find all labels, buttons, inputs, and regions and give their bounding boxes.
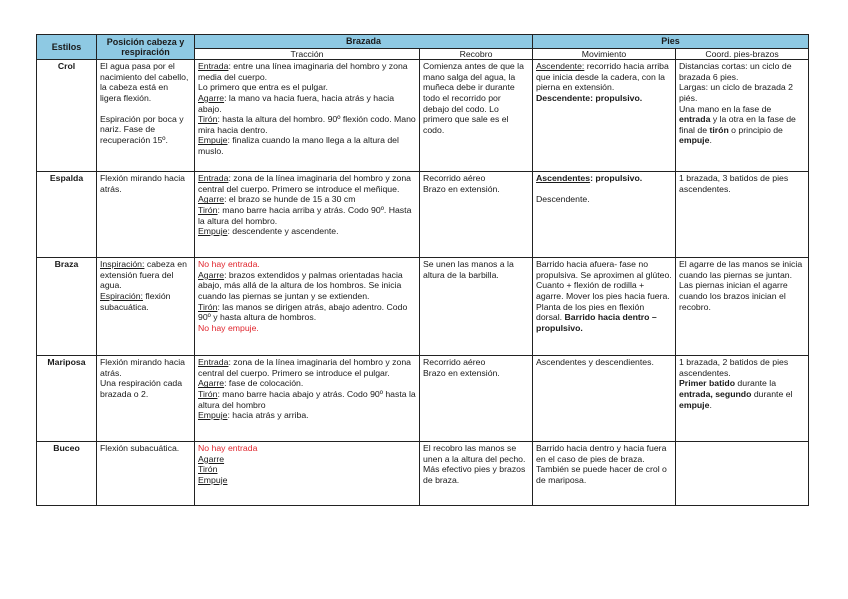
espalda-ascendentes-line [536, 173, 672, 184]
row-braza [37, 258, 809, 356]
mariposa-coord [676, 356, 809, 442]
buceo-movimiento: Barrido hacia dentro y hacia fuera en el caso de pies de braza. También se puede hacer de crol o de mariposa. [533, 442, 676, 506]
braza-posicion [97, 258, 195, 356]
mariposa-posicion-text-2: Una respiración cada brazada o 2. [100, 378, 183, 399]
mariposa-coord-text-2 [679, 378, 805, 410]
crol-pulgar-text: Lo primero que entra es el pulgar. [198, 82, 328, 93]
braza-entrada-text: No hay entrada. [198, 259, 260, 270]
buceo-entrada-text: No hay entrada [198, 443, 258, 454]
stroke-name-mariposa: Mariposa [37, 356, 97, 442]
mariposa-traccion [195, 356, 420, 442]
espalda-tiron-line [198, 205, 416, 226]
header-row [37, 35, 809, 49]
braza-coord-text-2: Las piernas inician el agarre cuando los brazos inician el recobro. [679, 280, 788, 312]
braza-empuje-text: No hay empuje. [198, 322, 259, 333]
stroke-name-espalda: Espalda [37, 172, 97, 258]
mariposa-coord-2a: Primer batido [679, 378, 736, 389]
crol-posicion-text-1: El agua pasa por el nacimiento del cabello, la cabeza está en ligera flexión. [100, 61, 189, 103]
mariposa-agarre-line [198, 378, 416, 389]
mariposa-coord-2b: durante la [735, 378, 777, 389]
espalda-tiron-label: Tirón [198, 204, 218, 215]
espalda-entrada-text: : zona de la línea imaginaria del hombro y zona central del cuerpo. Primero se introduce el meñique. [198, 173, 411, 194]
buceo-tiron-label: Tirón [198, 464, 218, 475]
crol-coord-3a: Una mano en la fase de [679, 103, 772, 114]
crol-coord-3e: o principio de [728, 124, 783, 135]
mariposa-coord-2c: entrada, segundo [679, 388, 752, 399]
crol-coord-text-3 [679, 104, 805, 146]
buceo-traccion [195, 442, 420, 506]
row-espalda [37, 172, 809, 258]
mariposa-recobro [420, 356, 533, 442]
crol-coord-text-2: Largas: un ciclo de brazada 2 piés. [679, 82, 793, 103]
subheader-recobro: Recobro [420, 48, 533, 60]
braza-tiron-line [198, 302, 416, 323]
buceo-empuje-label: Empuje [198, 474, 228, 485]
mariposa-coord-2d: durante el [751, 388, 793, 399]
buceo-recobro [420, 442, 533, 506]
crol-agarre-label: Agarre [198, 92, 225, 103]
braza-coord-text-1: El agarre de las manos se inicia cuando las piernas se juntan. [679, 259, 803, 280]
mariposa-tiron-label: Tirón [198, 388, 218, 399]
espalda-ascendentes-text: : propulsivo. [590, 173, 643, 184]
espalda-agarre-text: : el brazo se hunde de 15 a 30 cm [224, 194, 356, 205]
row-crol [37, 60, 809, 172]
mariposa-entrada-line [198, 357, 416, 378]
mariposa-tiron-text: : mano barre hacia abajo y atrás. Codo 90º hasta la altura del hombro [198, 388, 416, 410]
swimming-techniques-table [36, 34, 809, 506]
espalda-agarre-label: Agarre [198, 194, 225, 205]
espalda-agarre-line [198, 194, 416, 205]
espalda-empuje-text: : descendente y ascendente. [227, 226, 339, 237]
buceo-recobro-text-1: El recobro las manos se unen a la altura del pecho. [423, 443, 526, 464]
crol-tiron-line [198, 114, 416, 135]
braza-recobro: Se unen las manos a la altura de la barbilla. [420, 258, 533, 356]
mariposa-recobro-text-1: Recorrido aéreo [423, 357, 486, 368]
header-pies: Pies [533, 35, 809, 49]
braza-inspiracion-label: Inspiración: [100, 259, 145, 270]
espalda-entrada-line [198, 173, 416, 194]
crol-entrada-text: : entre una línea imaginaria del hombro y zona media del cuerpo. [198, 61, 408, 82]
espalda-movimiento [533, 172, 676, 258]
buceo-recobro-text-2: Más efectivo pies y brazos de braza. [423, 464, 526, 485]
mariposa-agarre-label: Agarre [198, 378, 225, 389]
mariposa-coord-2f: . [709, 399, 712, 410]
espalda-recobro-text-2: Brazo en extensión. [423, 183, 500, 194]
braza-movimiento [533, 258, 676, 356]
crol-coord-3b: entrada [679, 114, 711, 125]
buceo-agarre-label: Agarre [198, 453, 225, 464]
crol-posicion-text-2: Espiración por boca y nariz. Fase de recuperación 15º. [100, 113, 184, 145]
crol-entrada-line [198, 61, 416, 82]
braza-espiracion-line [100, 291, 191, 312]
stroke-name-buceo: Buceo [37, 442, 97, 506]
espalda-empuje-line [198, 226, 416, 237]
header-estilos: Estilos [37, 35, 97, 60]
braza-agarre-label: Agarre [198, 269, 225, 280]
row-mariposa [37, 356, 809, 442]
crol-coord-3f: empuje [679, 135, 710, 146]
braza-movimiento-text-2: Barrido hacia dentro – propulsivo. [536, 312, 657, 333]
crol-tiron-label: Tirón [198, 114, 218, 125]
espalda-ascendentes-label: Ascendentes [536, 173, 591, 184]
braza-movimiento-text-1: Barrido hacia afuera- fase no propulsiva. Se aproximen al glúteo. Cuanto + flexión de rodilla + agarre. Mover los pies hacia fuera. Planta de los pies en flexión dorsal. [536, 259, 672, 323]
espalda-tiron-text: : mano barre hacia arriba y atrás. Codo 90º. Hasta la altura del hombro. [198, 204, 412, 226]
mariposa-empuje-label: Empuje [198, 410, 228, 421]
braza-espiracion-label: Espiración: [100, 290, 143, 301]
mariposa-empuje-text: : hacia atrás y arriba. [227, 410, 309, 421]
braza-inspiracion-text: cabeza en extensión fuera del agua. [100, 259, 187, 291]
subheader-traccion: Tracción [195, 48, 420, 60]
crol-agarre-text: : la mano va hacia fuera, hacia atrás y hacia abajo. [198, 92, 395, 114]
crol-coord-3d: tirón [709, 124, 729, 135]
espalda-traccion [195, 172, 420, 258]
crol-tiron-text: : hasta la altura del hombro. 90º flexión codo. Mano mira hacia dentro. [198, 114, 416, 135]
header-posicion: Posición cabeza y respiración [97, 35, 195, 60]
crol-coord-3g: . [709, 135, 712, 146]
braza-traccion [195, 258, 420, 356]
braza-agarre-text: : brazos extendidos y palmas orientadas hacia abajo, más allá de la altura de los hombros. Se inicia cuando las piernas se juntan y se extienden. [198, 269, 403, 301]
crol-posicion [97, 60, 195, 172]
crol-coord-text-1: Distancias cortas: un ciclo de brazada 6 pies. [679, 61, 792, 82]
mariposa-recobro-text-2: Brazo en extensión. [423, 367, 500, 378]
braza-coord [676, 258, 809, 356]
braza-inspiracion-line [100, 259, 191, 291]
row-buceo [37, 442, 809, 506]
espalda-empuje-label: Empuje [198, 226, 228, 237]
mariposa-coord-2e: empuje [679, 399, 710, 410]
crol-ascendente-label: Ascendente: [536, 61, 585, 72]
espalda-recobro [420, 172, 533, 258]
mariposa-empuje-line [198, 410, 416, 421]
stroke-name-braza: Braza [37, 258, 97, 356]
braza-agarre-line [198, 270, 416, 302]
mariposa-entrada-text: : zona de la línea imaginaria del hombro y zona central del cuerpo. Primero se introduce el pulgar. [198, 357, 411, 378]
buceo-coord [676, 442, 809, 506]
crol-ascendente-text: recorrido hacia arriba que inicia desde la cadera, con la pierna en extensión. [536, 61, 669, 93]
mariposa-tiron-line [198, 389, 416, 410]
mariposa-entrada-label: Entrada [198, 357, 229, 368]
mariposa-coord-text-1: 1 brazada, 2 batidos de pies ascendentes. [679, 357, 789, 378]
braza-tiron-text: : las manos se dirigen atrás, abajo adentro. Codo 90º y hasta altura de hombros. [198, 301, 408, 323]
espalda-recobro-text-1: Recorrido aéreo [423, 173, 486, 184]
mariposa-agarre-text: : fase de colocación. [224, 378, 304, 389]
crol-entrada-label: Entrada [198, 61, 229, 72]
crol-traccion [195, 60, 420, 172]
crol-ascendente-line [536, 61, 672, 93]
mariposa-posicion-text-1: Flexión mirando hacia atrás. [100, 357, 185, 378]
mariposa-movimiento: Ascendentes y descendientes. [533, 356, 676, 442]
crol-movimiento [533, 60, 676, 172]
crol-coord-3c: y la otra en la fase de final de [679, 114, 796, 135]
mariposa-posicion [97, 356, 195, 442]
braza-tiron-label: Tirón [198, 301, 218, 312]
header-brazada: Brazada [195, 35, 533, 49]
crol-recobro: Comienza antes de que la mano salga del agua, la muñeca debe ir durante todo el recorrido por debajo del codo. Lo primero que sale es el codo. [420, 60, 533, 172]
crol-empuje-line [198, 135, 416, 156]
espalda-descendente-text: Descendente. [536, 193, 590, 204]
subheader-movimiento: Movimiento [533, 48, 676, 60]
crol-coord [676, 60, 809, 172]
espalda-posicion: Flexión mirando hacia atrás. [97, 172, 195, 258]
espalda-coord: 1 brazada, 3 batidos de pies ascendentes. [676, 172, 809, 258]
subheader-coord: Coord. pies-brazos [676, 48, 809, 60]
crol-empuje-label: Empuje [198, 135, 228, 146]
crol-descendente-text: Descendente: propulsivo. [536, 92, 643, 103]
buceo-posicion: Flexión subacuática. [97, 442, 195, 506]
crol-agarre-line [198, 93, 416, 114]
stroke-name-crol: Crol [37, 60, 97, 172]
braza-espiracion-text: flexión subacuática. [100, 290, 171, 312]
espalda-entrada-label: Entrada [198, 173, 229, 184]
crol-empuje-text: : finaliza cuando la mano llega a la altura del muslo. [198, 135, 399, 156]
